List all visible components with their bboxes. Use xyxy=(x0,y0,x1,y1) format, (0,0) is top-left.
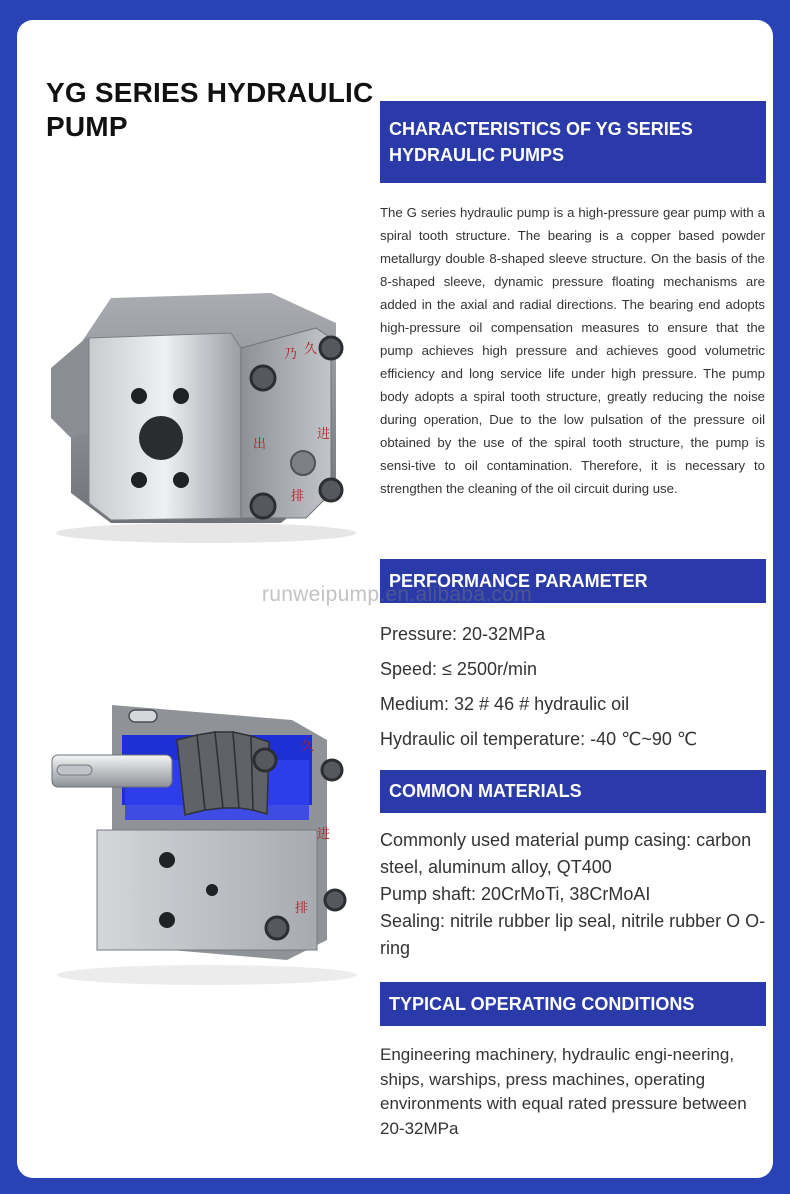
performance-item-temperature: Hydraulic oil temperature: -40 ℃~90 ℃ xyxy=(380,729,698,749)
cutaway-mark-2: 进 xyxy=(317,827,331,842)
gear-pump-cutaway-icon xyxy=(37,690,357,990)
performance-item-pressure: Pressure: 20-32MPa xyxy=(380,624,546,644)
page-title: YG SERIES HYDRAULIC PUMP xyxy=(46,77,374,142)
materials-line-sealing: Sealing: nitrile rubber lip seal, nitrile rubber O O-ring xyxy=(380,911,766,958)
performance-heading-text: PERFORMANCE PARAMETER xyxy=(389,570,648,591)
materials-heading xyxy=(380,770,766,813)
performance-heading xyxy=(380,559,766,603)
materials-line-shaft: Pump shaft: 20CrMoTi, 38CrMoAI xyxy=(380,884,651,904)
performance-list xyxy=(380,617,766,757)
conditions-heading xyxy=(380,982,766,1026)
product-card xyxy=(17,20,773,1178)
pump-mark-4: 进 xyxy=(317,427,331,442)
gear-pump-exterior-icon xyxy=(41,278,361,548)
materials-line-casing: Commonly used material pump casing: carbon steel, aluminum alloy, QT400 xyxy=(380,830,752,877)
pump-mark-2: 久 xyxy=(304,342,318,357)
performance-item-speed: Speed: ≤ 2500r/min xyxy=(380,659,537,679)
pump-mark-1: 乃 xyxy=(284,347,298,362)
conditions-heading-text: TYPICAL OPERATING CONDITIONS xyxy=(389,993,695,1014)
materials-heading-text: COMMON MATERIALS xyxy=(389,781,582,801)
materials-text xyxy=(380,827,766,962)
characteristics-heading-text: CHARACTERISTICS OF YG SERIES HYDRAULIC PUMPS xyxy=(389,119,693,165)
pump-mark-3: 出 xyxy=(253,437,267,452)
characteristics-heading xyxy=(380,101,766,183)
pump-mark-5: 排 xyxy=(291,489,305,504)
watermark: runweipump.en.alibaba.com xyxy=(261,583,533,606)
conditions-text: Engineering machinery, hydraulic engi-neering, ships, warships, press machines, operating environments with equal rated pressure between 20-32MPa xyxy=(380,1045,747,1138)
performance-item-medium: Medium: 32 # 46 # hydraulic oil xyxy=(380,694,630,714)
cutaway-mark-1: 久 xyxy=(301,739,315,754)
characteristics-description: The G series hydraulic pump is a high-pressure gear pump with a spiral tooth structure. The bearing is a copper based powder metallurgy double 8-shaped sleeve structure. On the basis of the 8-shaped sleeve, dynamic pressure floating mechanisms are added in the axial and radial directions. The bearing end adopts high-pressure oil compensation measures to ensure that the pump achieves high pressure and achieves good volumetric efficiency and long service life under high pressure. The pump body adopts a spiral tooth structure, greatly reducing the noise during operation, Due to the low pulsation of the pressure oil obtained by the use of the spiral tooth structure, the pump is sensi-tive to oil contamination. Therefore, it is necessary to strengthen the cleaning of the oil circuit during use. xyxy=(380,205,765,496)
cutaway-mark-3: 排 xyxy=(295,901,309,916)
